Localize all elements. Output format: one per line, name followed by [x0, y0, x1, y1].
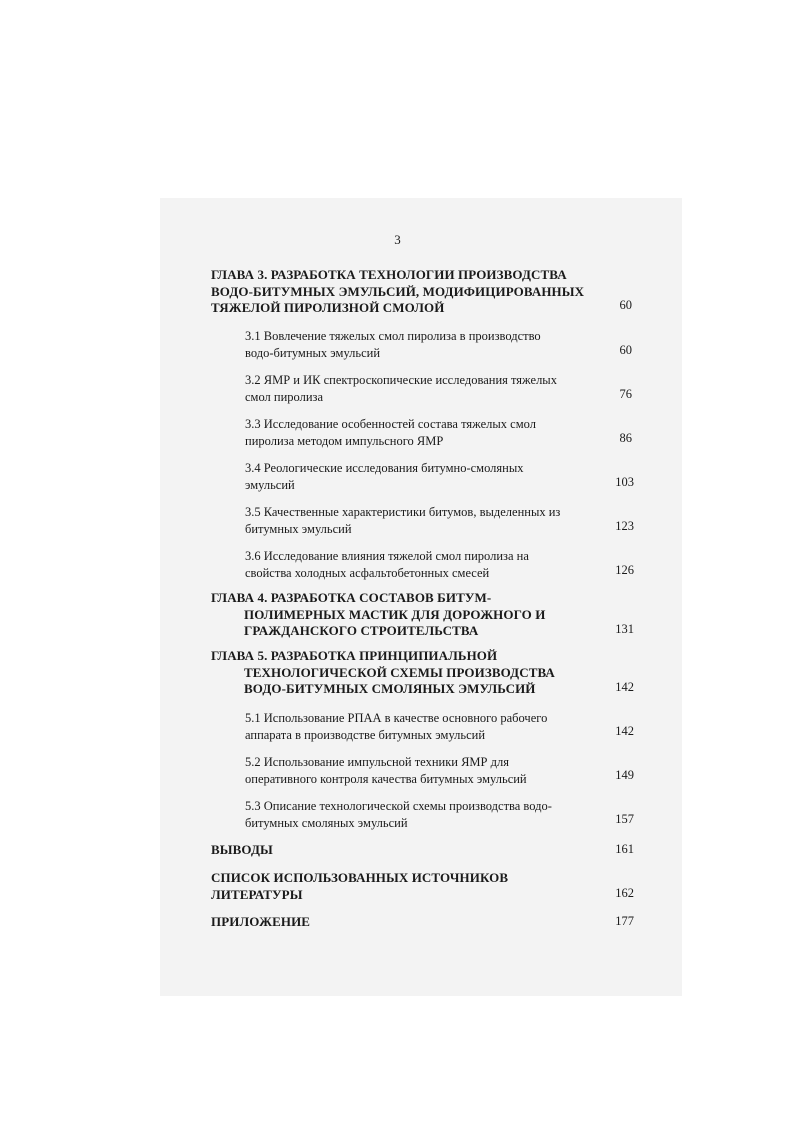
toc-line: ГРАЖДАНСКОГО СТРОИТЕЛЬСТВА	[244, 623, 479, 638]
toc-line: 3.5 Качественные характеристики битумов, выделенных из	[245, 505, 561, 519]
toc-line: 5.1 Использование РПАА в качестве основного рабочего	[245, 711, 548, 725]
toc-line: 5.2 Использование импульсной техники ЯМР для	[245, 755, 509, 769]
toc-line: ВЫВОДЫ	[211, 842, 273, 857]
toc-chapter-3-title	[211, 267, 584, 317]
toc-section-3-5-title	[245, 504, 560, 537]
toc-section-5-1-page: 142	[615, 724, 634, 738]
toc-section-3-1-page: 60	[619, 343, 632, 357]
toc-line: ГЛАВА 4. РАЗРАБОТКА СОСТАВОВ БИТУМ-	[211, 590, 492, 605]
toc-section-5-2-title	[245, 754, 527, 787]
toc-appendix-title	[211, 914, 310, 931]
toc-line: ВОДО-БИТУМНЫХ ЭМУЛЬСИЙ, МОДИФИЦИРОВАННЫХ	[211, 283, 585, 299]
toc-line: ГЛАВА 5. РАЗРАБОТКА ПРИНЦИПИАЛЬНОЙ	[211, 648, 498, 663]
toc-references-page: 162	[615, 886, 634, 900]
toc-line: 3.1 Вовлечение тяжелых смол пиролиза в производство	[245, 329, 541, 343]
toc-section-5-2-page: 149	[615, 768, 634, 782]
toc-line: 3.4 Реологические исследования битумно-смоляных	[245, 461, 524, 475]
toc-section-3-1-title	[245, 328, 541, 361]
toc-section-5-3-title	[245, 798, 552, 831]
toc-line: 3.6 Исследование влияния тяжелой смол пиролиза на	[245, 549, 529, 563]
toc-conclusions-page: 161	[615, 842, 634, 856]
toc-section-3-4-title	[245, 460, 523, 493]
toc-line: ГЛАВА 3. РАЗРАБОТКА ТЕХНОЛОГИИ ПРОИЗВОДСТВА	[211, 267, 567, 282]
toc-line: ЛИТЕРАТУРЫ	[211, 886, 303, 902]
toc-chapter-3-page: 60	[619, 298, 632, 312]
page-number: 3	[394, 232, 401, 247]
toc-line: пиролиза методом импульсного ЯМР	[245, 433, 444, 448]
toc-line: ПОЛИМЕРНЫХ МАСТИК ДЛЯ ДОРОЖНОГО И	[244, 606, 546, 622]
toc-line: СПИСОК ИСПОЛЬЗОВАННЫХ ИСТОЧНИКОВ	[211, 870, 509, 885]
toc-section-3-6-page: 126	[615, 563, 634, 577]
toc-section-3-4-page: 103	[615, 475, 634, 489]
toc-line: свойства холодных асфальтобетонных смесей	[245, 565, 490, 580]
toc-section-3-2-title	[245, 372, 557, 405]
toc-line: водо-битумных эмульсий	[245, 345, 381, 360]
toc-appendix-page: 177	[615, 914, 634, 928]
toc-section-5-1-title	[245, 710, 547, 743]
toc-section-3-5-page: 123	[615, 519, 634, 533]
toc-chapter-4-page: 131	[615, 622, 634, 636]
toc-references-title	[211, 870, 508, 903]
toc-section-3-6-title	[245, 548, 529, 581]
toc-section-3-2-page: 76	[619, 387, 632, 401]
toc-line: смол пиролиза	[245, 389, 324, 404]
toc-line: эмульсий	[245, 477, 295, 492]
toc-section-3-3-page: 86	[619, 431, 632, 445]
toc-line: 3.3 Исследование особенностей состава тяжелых смол	[245, 417, 536, 431]
toc-line: ВОДО-БИТУМНЫХ СМОЛЯНЫХ ЭМУЛЬСИЙ	[244, 681, 536, 696]
toc-chapter-5-title	[211, 648, 555, 698]
toc-section-5-3-page: 157	[615, 812, 634, 826]
toc-line: ТЕХНОЛОГИЧЕСКОЙ СХЕМЫ ПРОИЗВОДСТВА	[244, 664, 555, 680]
toc-line: 3.2 ЯМР и ИК спектроскопические исследования тяжелых	[245, 373, 557, 387]
toc-section-3-3-title	[245, 416, 536, 449]
toc-chapter-4-title	[211, 590, 545, 640]
toc-line: оперативного контроля качества битумных эмульсий	[245, 771, 527, 786]
toc-line: битумных смоляных эмульсий	[245, 815, 408, 830]
toc-chapter-5-page: 142	[615, 680, 634, 694]
toc-conclusions-title	[211, 842, 273, 859]
toc-line: ПРИЛОЖЕНИЕ	[211, 914, 311, 929]
toc-line: ТЯЖЕЛОЙ ПИРОЛИЗНОЙ СМОЛОЙ	[211, 300, 445, 315]
toc-line: аппарата в производстве битумных эмульсий	[245, 727, 486, 742]
toc-line: битумных эмульсий	[245, 521, 352, 536]
toc-line: 5.3 Описание технологической схемы производства водо-	[245, 799, 552, 813]
